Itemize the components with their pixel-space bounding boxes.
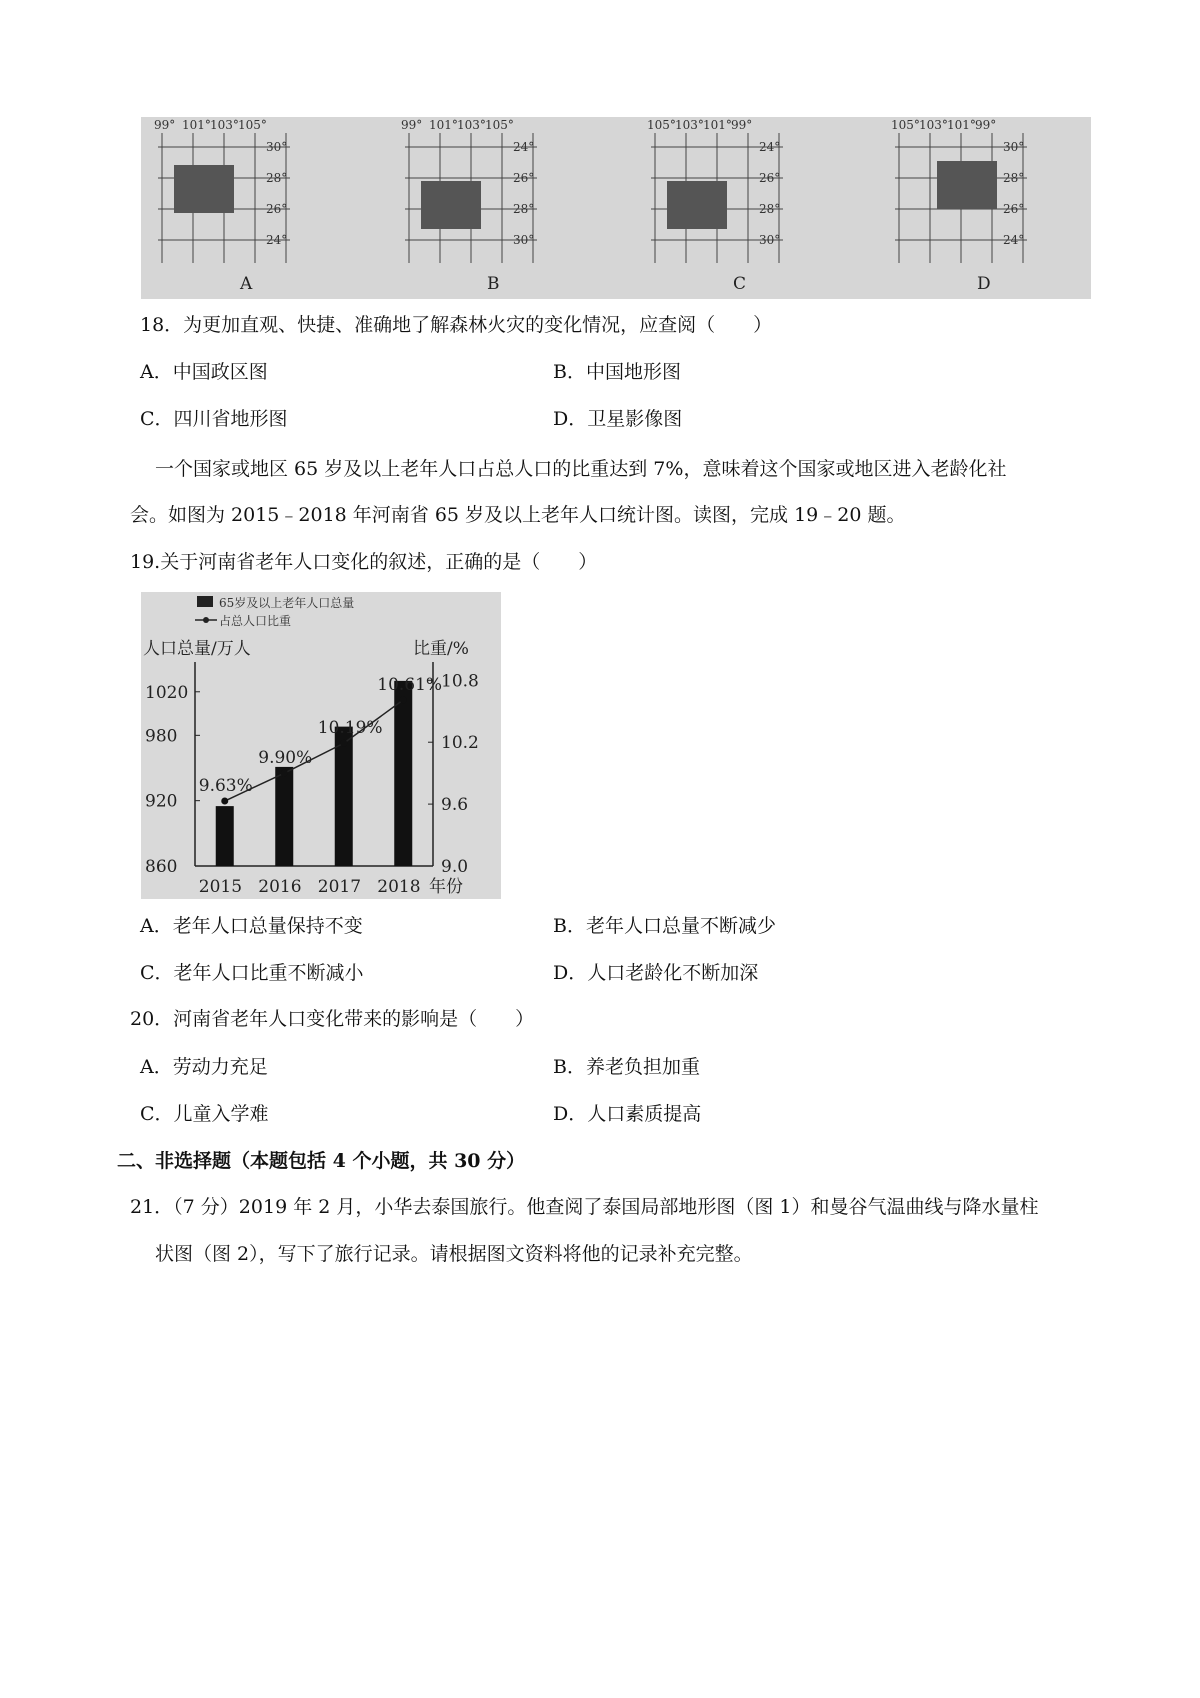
right-tick-label: 10.8 [441, 671, 479, 692]
map-panel-letter: D [977, 274, 991, 294]
right-tick-label: 9.0 [441, 857, 469, 877]
map-shaded-area [421, 181, 481, 229]
proportion-point-2015 [221, 798, 228, 805]
bar-2017 [335, 727, 353, 866]
q20-option-c: C．儿童入学难 [140, 1103, 269, 1125]
map-latitude-label: 24° [513, 140, 535, 154]
map-latitude-label: 24° [759, 140, 781, 154]
q19-option-a: A．老年人口总量保持不变 [140, 915, 363, 937]
legend-bar-label: 65岁及以上老年人口总量 [219, 596, 355, 610]
map-latitude-label: 24° [266, 233, 288, 247]
legend-line-label: 占总人口比重 [219, 614, 292, 628]
map-latitude-label: 30° [759, 233, 781, 247]
map-longitude-label: 99° [154, 118, 176, 132]
section-2-title: 二、非选择题（本题包括 4 个小题，共 30 分） [117, 1150, 526, 1172]
x-tick-label: 2018 [377, 877, 421, 897]
q19-option-d: D．人口老龄化不断加深 [553, 962, 759, 984]
map-latitude-label: 26° [1003, 202, 1025, 216]
q18-option-a: A．中国政区图 [140, 361, 268, 383]
map-longitude-label: 105° [647, 118, 676, 132]
map-longitude-label: 99° [731, 118, 753, 132]
intro-line-1: 一个国家或地区 65 岁及以上老年人口占总人口的比重达到 7%，意味着这个国家或地区进入老龄化社 [155, 458, 1007, 480]
map-longitude-label: 101° [947, 118, 976, 132]
map-latitude-label: 26° [759, 171, 781, 185]
q20-option-a: A．劳动力充足 [140, 1056, 268, 1078]
x-tick-label: 2016 [258, 877, 302, 897]
map-longitude-label: 101° [182, 118, 211, 132]
q21-line-2: 状图（图 2），写下了旅行记录。请根据图文资料将他的记录补充完整。 [155, 1243, 753, 1265]
map-panel-c [647, 118, 783, 294]
map-longitude-label: 103° [919, 118, 948, 132]
proportion-data-label: 10.61% [377, 674, 443, 695]
proportion-data-label: 9.63% [198, 776, 253, 797]
map-longitude-label: 101° [703, 118, 732, 132]
map-shaded-area [174, 165, 234, 213]
q18-stem: 18．为更加直观、快捷、准确地了解森林火灾的变化情况，应查阅（ ） [140, 314, 773, 336]
map-panel-d [891, 118, 1027, 294]
q18-option-d: D．卫星影像图 [553, 408, 683, 430]
q21-line-1: 21．（7 分）2019 年 2 月，小华去泰国旅行。他查阅了泰国局部地形图（图 1）和曼谷气温曲线与降水量柱 [130, 1196, 1039, 1218]
q20-stem: 20．河南省老年人口变化带来的影响是（ ） [130, 1008, 535, 1030]
map-latitude-label: 26° [266, 202, 288, 216]
intro-line-2: 会。如图为 2015﹣2018 年河南省 65 岁及以上老年人口统计图。读图，完成 19﹣20 题。 [130, 504, 906, 526]
legend-line-marker [203, 617, 209, 623]
proportion-point-2016 [281, 770, 288, 777]
map-shaded-area [937, 161, 997, 209]
map-latitude-label: 26° [513, 171, 535, 185]
map-latitude-label: 28° [266, 171, 288, 185]
q18-option-b: B．中国地形图 [553, 361, 681, 383]
right-axis-title: 比重/% [413, 639, 469, 659]
map-longitude-label: 103° [457, 118, 486, 132]
right-tick-label: 10.2 [441, 733, 479, 754]
right-tick-label: 9.6 [441, 795, 469, 816]
map-panel-letter: A [240, 274, 253, 294]
q20-option-d: D．人口素质提高 [553, 1103, 702, 1125]
map-longitude-label: 99° [401, 118, 423, 132]
map-panels-image [141, 117, 1091, 299]
proportion-data-label: 10.19% [317, 718, 383, 739]
q20-option-b: B．养老负担加重 [553, 1056, 700, 1078]
map-longitude-label: 105° [891, 118, 920, 132]
map-latitude-label: 28° [1003, 171, 1025, 185]
map-latitude-label: 30° [513, 233, 535, 247]
map-longitude-label: 103° [675, 118, 704, 132]
map-panel-b [401, 118, 537, 294]
q18-option-c: C．四川省地形图 [140, 408, 288, 430]
map-longitude-label: 103° [210, 118, 239, 132]
legend-bar-swatch [197, 596, 213, 607]
left-axis-title: 人口总量/万人 [143, 639, 251, 659]
chart-svg [141, 592, 501, 899]
map-longitude-label: 101° [429, 118, 458, 132]
proportion-point-2017 [340, 740, 347, 747]
x-axis-unit: 年份 [429, 877, 463, 897]
left-tick-label: 920 [145, 791, 178, 812]
left-tick-label: 1020 [145, 682, 189, 703]
map-panels-svg [141, 117, 1091, 299]
bar-2015 [216, 806, 234, 866]
elderly-population-chart [141, 592, 501, 899]
map-longitude-label: 105° [238, 118, 267, 132]
proportion-point-2018 [400, 696, 407, 703]
map-longitude-label: 105° [485, 118, 514, 132]
left-tick-label: 980 [145, 726, 178, 747]
map-panel-letter: C [733, 274, 747, 294]
q19-option-b: B．老年人口总量不断减少 [553, 915, 776, 937]
x-tick-label: 2015 [198, 877, 243, 897]
map-panel-letter: B [487, 274, 500, 294]
left-tick-label: 860 [145, 857, 178, 877]
map-latitude-label: 24° [1003, 233, 1025, 247]
map-latitude-label: 30° [266, 140, 288, 154]
map-latitude-label: 30° [1003, 140, 1025, 154]
q19-stem: 19.关于河南省老年人口变化的叙述，正确的是（ ） [130, 551, 598, 573]
proportion-data-label: 9.90% [258, 748, 313, 769]
x-tick-label: 2017 [317, 877, 362, 897]
map-latitude-label: 28° [513, 202, 535, 216]
map-longitude-label: 99° [975, 118, 997, 132]
bar-2018 [394, 681, 412, 866]
map-latitude-label: 28° [759, 202, 781, 216]
map-panel-a [154, 118, 290, 294]
bar-2016 [275, 767, 293, 866]
map-shaded-area [667, 181, 727, 229]
q19-option-c: C．老年人口比重不断减小 [140, 962, 364, 984]
